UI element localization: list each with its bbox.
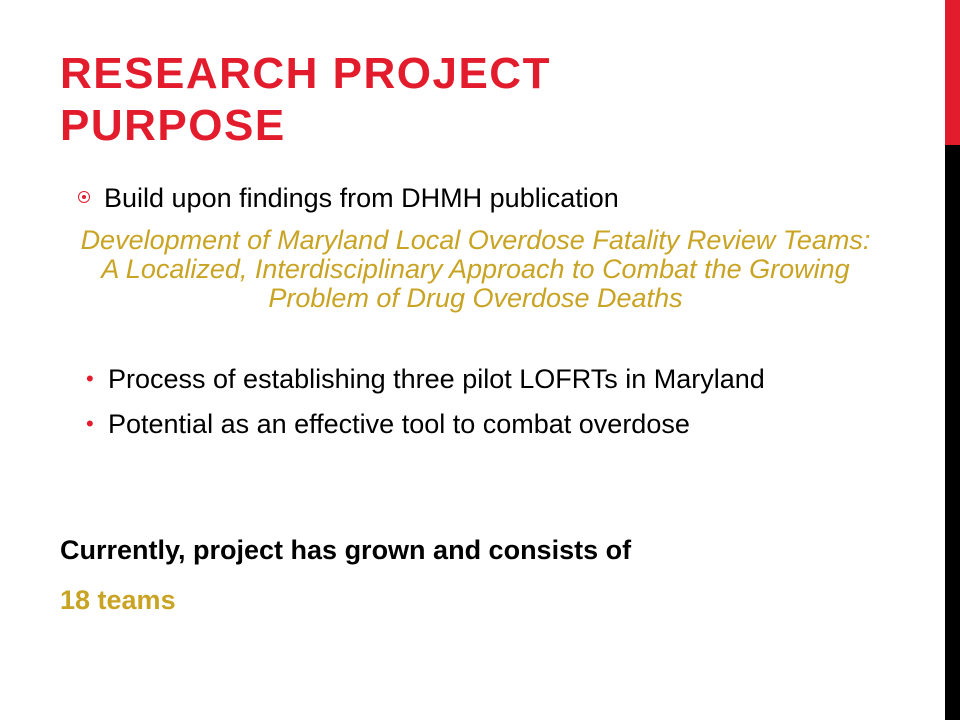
slide-title (60, 48, 880, 152)
sub-bullet-text: Potential as an effective tool to combat overdose (108, 409, 690, 439)
side-accent-bar-black (945, 145, 960, 720)
sub-bullet-list (86, 364, 876, 439)
currently-statement: Currently, project has grown and consists of (60, 535, 632, 565)
slide-title-line-1: RESEARCH PROJECT (60, 49, 551, 98)
bullet-dot-icon: • (86, 366, 94, 391)
teams-count: 18 teams (60, 585, 176, 615)
sub-bullet-item (86, 409, 876, 439)
publication-title: Development of Maryland Local Overdose Fatality Review Teams: A Localized, Interdisciplinary Approach to Combat the Growing Problem of Drug Overdose Deaths (80, 225, 871, 313)
main-bullet-text: Build upon findings from DHMH publication (104, 183, 619, 213)
bullet-dot-icon: • (86, 411, 94, 436)
sub-bullet-item (86, 364, 876, 394)
sub-bullet-text: Process of establishing three pilot LOFRTs in Maryland (108, 364, 765, 394)
slide-title-line-2: PURPOSE (60, 101, 286, 150)
side-accent-bar-red (945, 0, 960, 145)
target-bullet-icon (78, 191, 90, 203)
